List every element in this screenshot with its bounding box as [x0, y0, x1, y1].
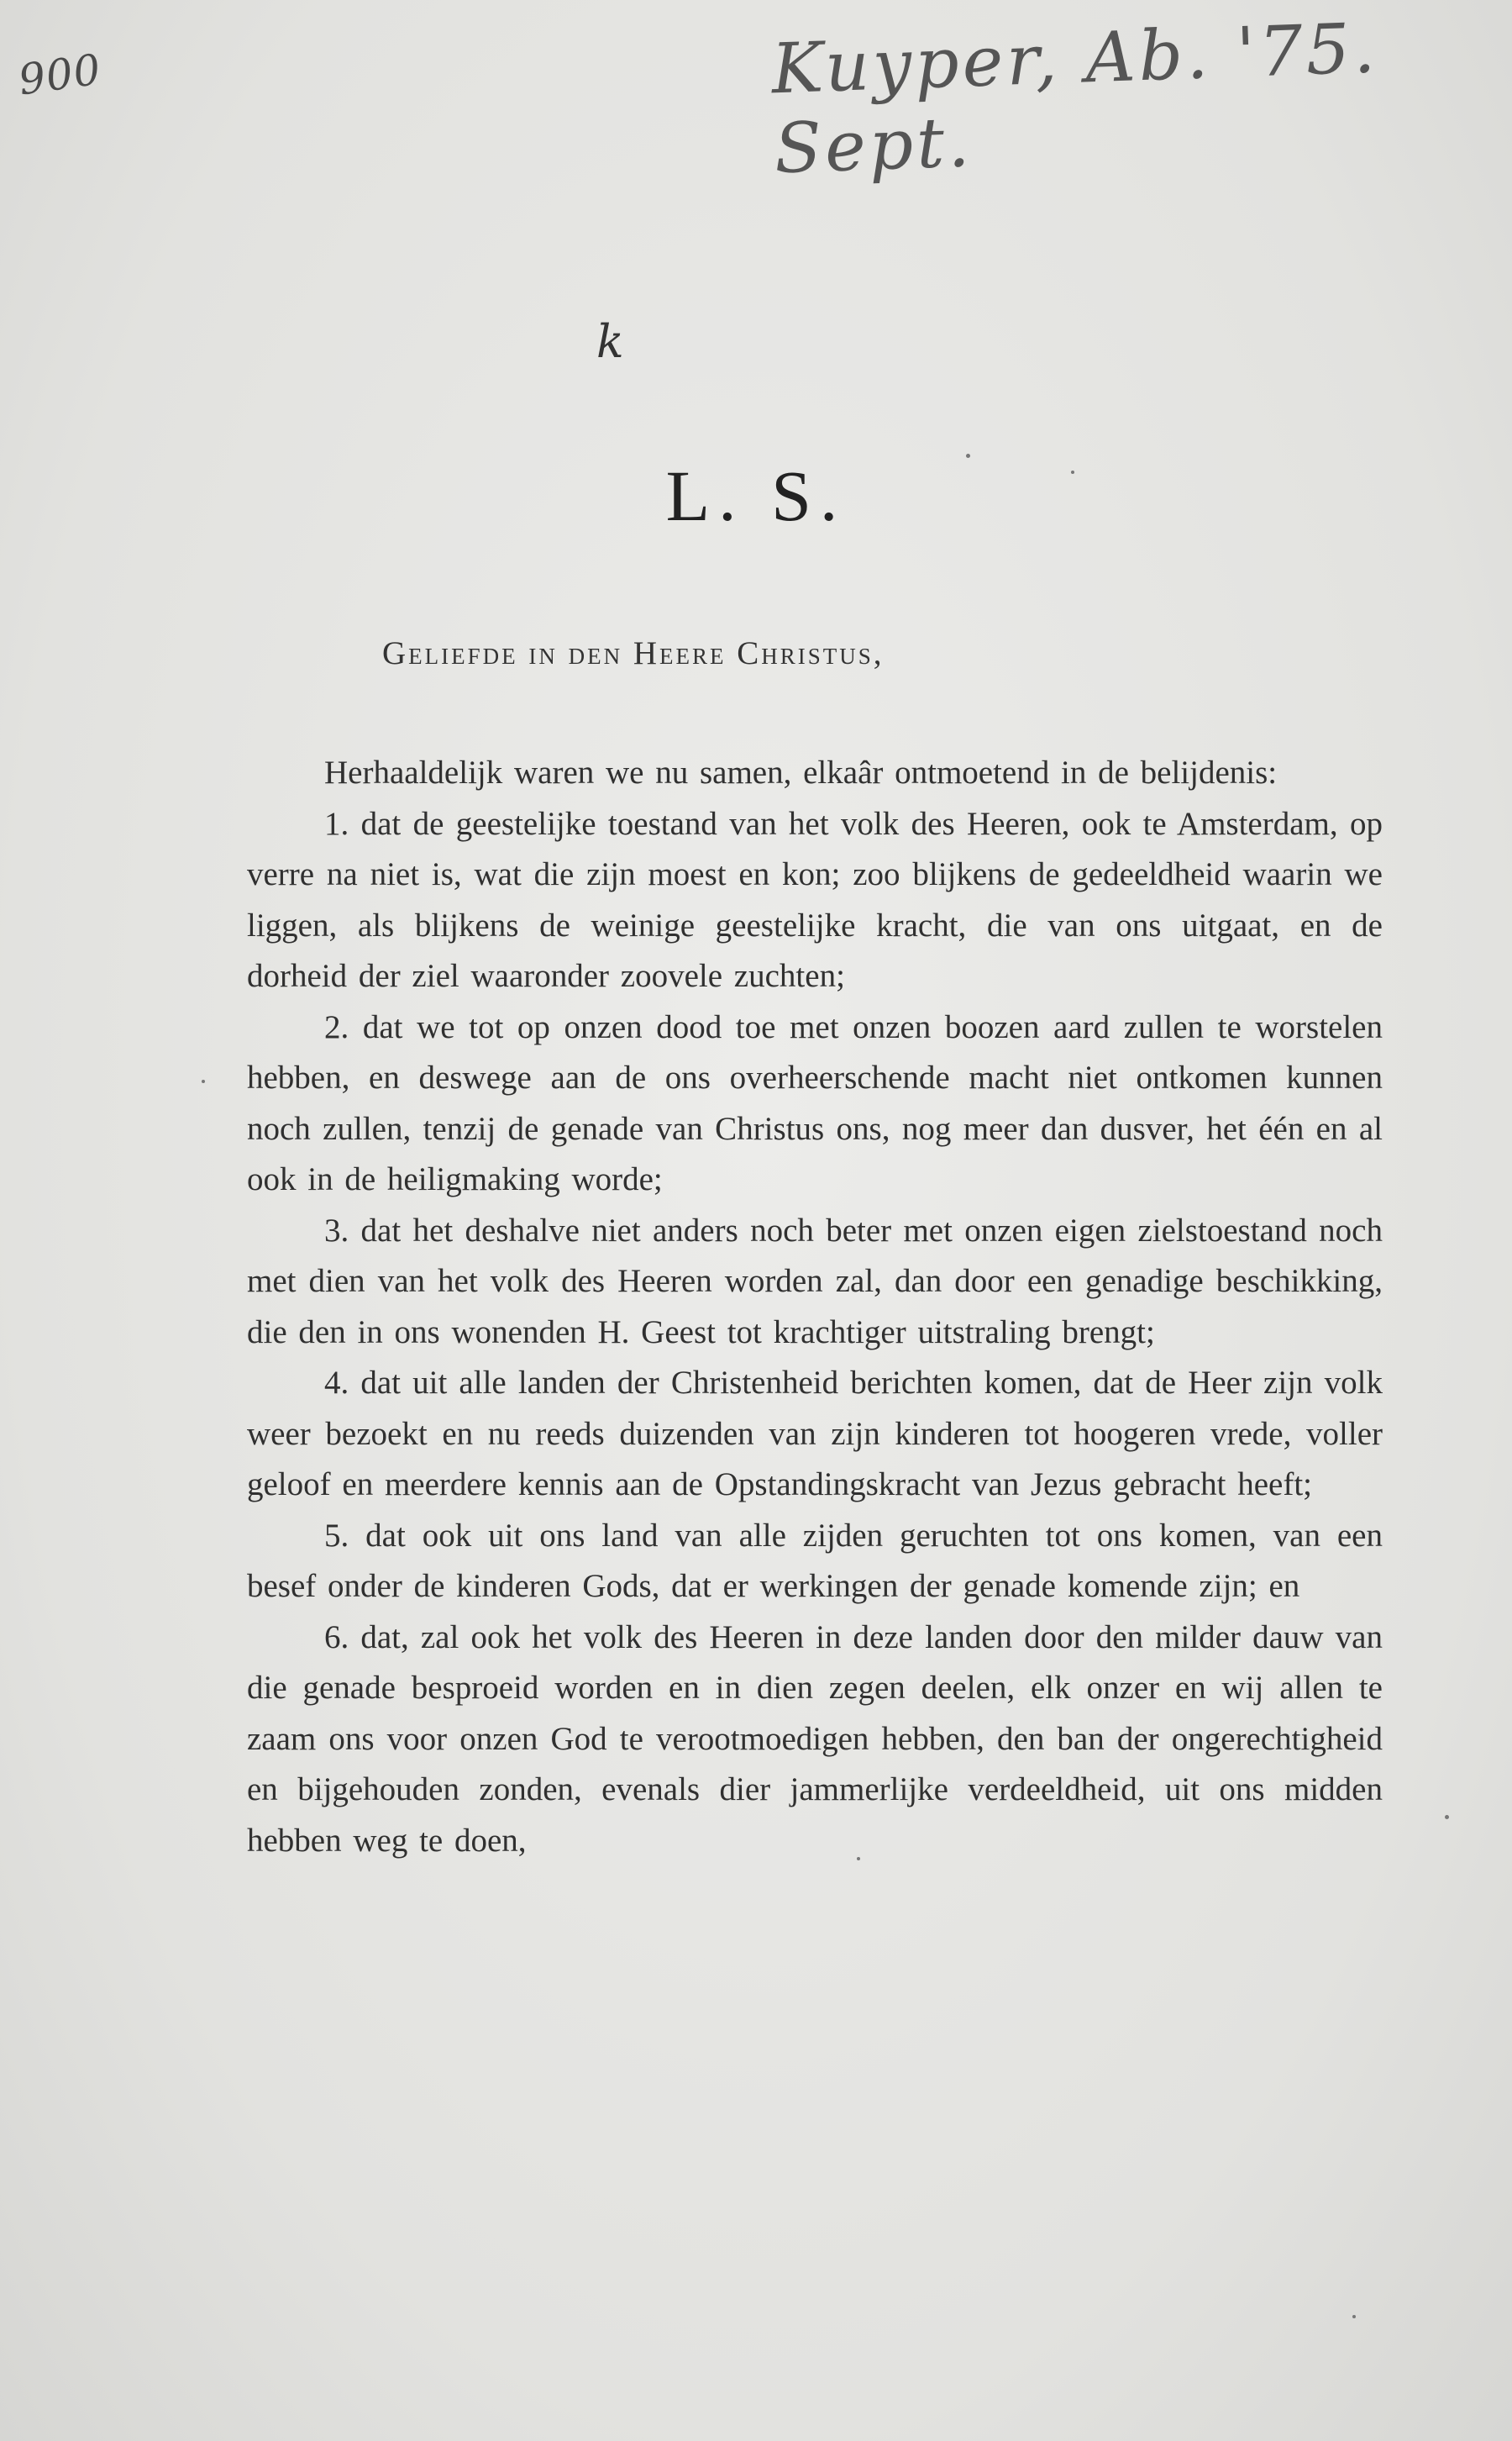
paper-speck: [1445, 1815, 1449, 1819]
handwritten-number: 900: [15, 45, 104, 105]
paper-speck: [966, 454, 970, 458]
handwritten-header-note: Kuyper, Ab. '75. Sept.: [769, 8, 1380, 190]
handwritten-mark: k: [596, 315, 624, 368]
paper-speck: [202, 1080, 205, 1083]
paragraph-point-5: 5. dat ook uit ons land van alle zijden geruchten tot ons komen, van een besef onder de kinderen Gods, dat er werkingen der genade komende zijn; en: [247, 1517, 1383, 1604]
paragraph-point-1: 1. dat de geestelijke toestand van het volk des Heeren, ook te Amsterdam, op verre na niet is, wat die zijn moest en kon; zoo blijkens de gedeeldheid waarin we liggen, als blijkens de weinige geestelijke kracht, die van ons uitgaat, en de dorheid der ziel waaronder zoovele zuchten;: [247, 805, 1383, 994]
paragraph-point-4: 4. dat uit alle landen der Christenheid berichten komen, dat de Heer zijn volk weer bezoekt en nu reeds duizenden van zijn kinderen tot hoogeren vrede, voller geloof en meerdere kennis aan de Opstandingskracht van Jezus gebracht heeft;: [247, 1365, 1383, 1502]
letter-body: [247, 748, 1383, 1866]
paper-speck: [1071, 471, 1074, 474]
salutation: Geliefde in den Heere Christus,: [382, 635, 885, 671]
page-heading: L. S.: [665, 455, 847, 536]
paragraph-point-6: 6. dat, zal ook het volk des Heeren in deze landen door den milder dauw van die genade besproeid worden en in dien zegen deelen, elk onzer en wij allen te zaam ons voor onzen God te verootmoedigen hebben, den ban der ongerechtigheid en bijgehouden zonden, evenals dier jammerlijke verdeeldheid, uit ons midden hebben weg te doen,: [247, 1618, 1383, 1859]
paper-speck: [1352, 2315, 1356, 2318]
paragraph-point-3: 3. dat het deshalve niet anders noch beter met onzen eigen zielstoestand noch met dien van het volk des Heeren worden zal, dan door een genadige beschikking, die den in ons wonenden H. Geest tot krachtiger uitstraling brengt;: [247, 1212, 1383, 1350]
paper-speck: [857, 1857, 860, 1860]
paragraph-point-2: 2. dat we tot op onzen dood toe met onzen boozen aard zullen te worstelen hebben, en deswege aan de ons overheerschende macht niet ontkomen kunnen noch zullen, tenzij de genade van Christus ons, nog meer dan dusver, het één en al ook in de heiligmaking worde;: [247, 1008, 1383, 1197]
paragraph-intro: Herhaaldelijk waren we nu samen, elkaâr ontmoetend in de belijdenis:: [324, 755, 1278, 791]
